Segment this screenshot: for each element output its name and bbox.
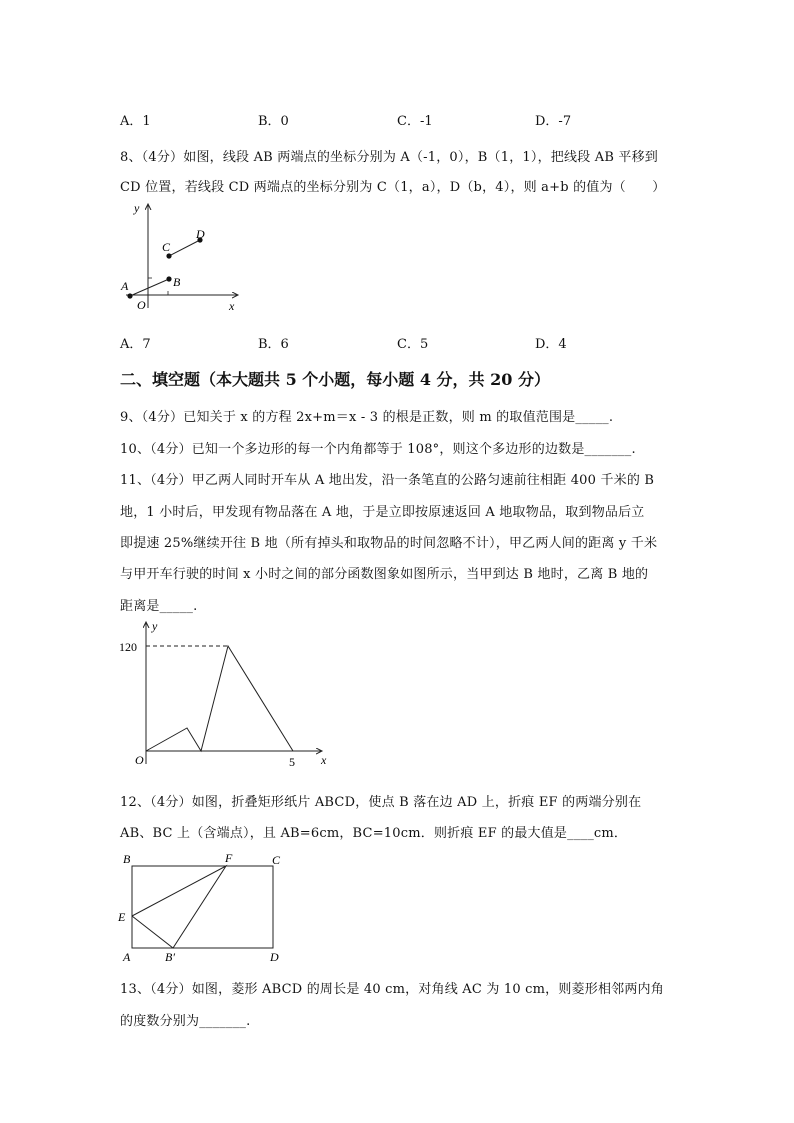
q11-graph xyxy=(115,616,340,771)
q8-label-o: O xyxy=(137,298,146,312)
q12-text-line1: 12、（4分）如图，折叠矩形纸片 ABCD，使点 B 落在边 AD 上，折痕 EF 的两端分别在 xyxy=(120,795,642,810)
q8-label-y: y xyxy=(134,201,140,215)
q11-distance-curve xyxy=(146,646,293,751)
q11-y-tick-label: 120 xyxy=(119,640,137,654)
q11-text-line3: 即提速 25%继续开往 B 地（所有掉头和取物品的时间忽略不计），甲乙两人间的距离 y 千米 xyxy=(120,536,658,551)
q8-option-a[interactable]: A．7 xyxy=(120,337,151,352)
q11-x-tick-label: 5 xyxy=(289,755,295,769)
q8-option-c[interactable]: C．5 xyxy=(397,337,429,352)
q11-text-line1: 11、（4分）甲乙两人同时开车从 A 地出发，沿一条笔直的公路匀速前往相距 400 千米的 B xyxy=(120,473,655,488)
q8-text-line2: CD 位置，若线段 CD 两端点的坐标分别为 C（1，a），D（b，4），则 a+b 的值为（ ） xyxy=(120,180,666,195)
q7-option-b[interactable]: B．0 xyxy=(258,114,289,129)
q10-text: 10、（4分）已知一个多边形的每一个内角都等于 108°，则这个多边形的边数是_______. xyxy=(120,442,636,457)
q11-y-label: y xyxy=(152,619,158,633)
q11-text-line4: 与甲开车行驶的时间 x 小时之间的部分函数图象如图所示，当甲到达 B 地时，乙离 B 地的 xyxy=(120,567,649,582)
segment-cd xyxy=(169,240,200,256)
point-b xyxy=(166,276,171,281)
q13-text-line1: 13、（4分）如图，菱形 ABCD 的周长是 40 cm，对角线 AC 为 10 cm，则菱形相邻两内角 xyxy=(120,982,664,997)
section-heading: 二、填空题（本大题共 5 个小题，每小题 4 分，共 20 分） xyxy=(120,370,550,389)
q12-label-b-prime: B′ xyxy=(165,950,175,964)
q8-label-d: D xyxy=(196,227,205,241)
q8-figure xyxy=(118,198,248,316)
point-c xyxy=(166,253,171,258)
segment-ab xyxy=(130,279,169,296)
q11-x-label: x xyxy=(321,753,327,767)
q12-text-line2: AB、BC 上（含端点），且 AB=6cm，BC=10cm．则折痕 EF 的最大值是____cm． xyxy=(120,826,628,841)
q8-option-d[interactable]: D．4 xyxy=(535,337,567,352)
q11-origin-label: O xyxy=(135,753,144,767)
q13-text-line2: 的度数分别为_______. xyxy=(120,1014,251,1029)
q7-option-a[interactable]: A．1 xyxy=(120,114,151,129)
q7-option-d[interactable]: D．-7 xyxy=(535,114,572,129)
q12-figure xyxy=(115,848,290,968)
q8-option-b[interactable]: B．6 xyxy=(258,337,289,352)
q8-label-c: C xyxy=(162,240,171,254)
q8-label-b: B xyxy=(173,275,181,289)
q12-label-d: D xyxy=(270,950,279,964)
point-a xyxy=(127,293,132,298)
q11-text-line2: 地，1 小时后，甲发现有物品落在 A 地，于是立即按原速返回 A 地取物品，取到物品后立 xyxy=(120,505,645,520)
q8-text-line1: 8、（4分）如图，线段 AB 两端点的坐标分别为 A（-1，0），B（1，1），把线段 AB 平移到 xyxy=(120,150,659,165)
fold-triangle xyxy=(132,866,226,948)
q12-label-f: F xyxy=(225,851,233,865)
q12-label-b: B xyxy=(123,852,131,866)
q8-label-x: x xyxy=(229,299,235,313)
q9-text: 9、（4分）已知关于 x 的方程 2x+m＝x - 3 的根是正数，则 m 的取值范围是_____. xyxy=(120,410,614,425)
q12-label-a: A xyxy=(123,950,131,964)
q12-label-e: E xyxy=(118,910,126,924)
q8-label-a: A xyxy=(121,279,129,293)
q12-label-c: C xyxy=(272,853,281,867)
q7-option-c[interactable]: C．-1 xyxy=(397,114,433,129)
q11-text-line5: 距离是_____. xyxy=(120,599,198,614)
